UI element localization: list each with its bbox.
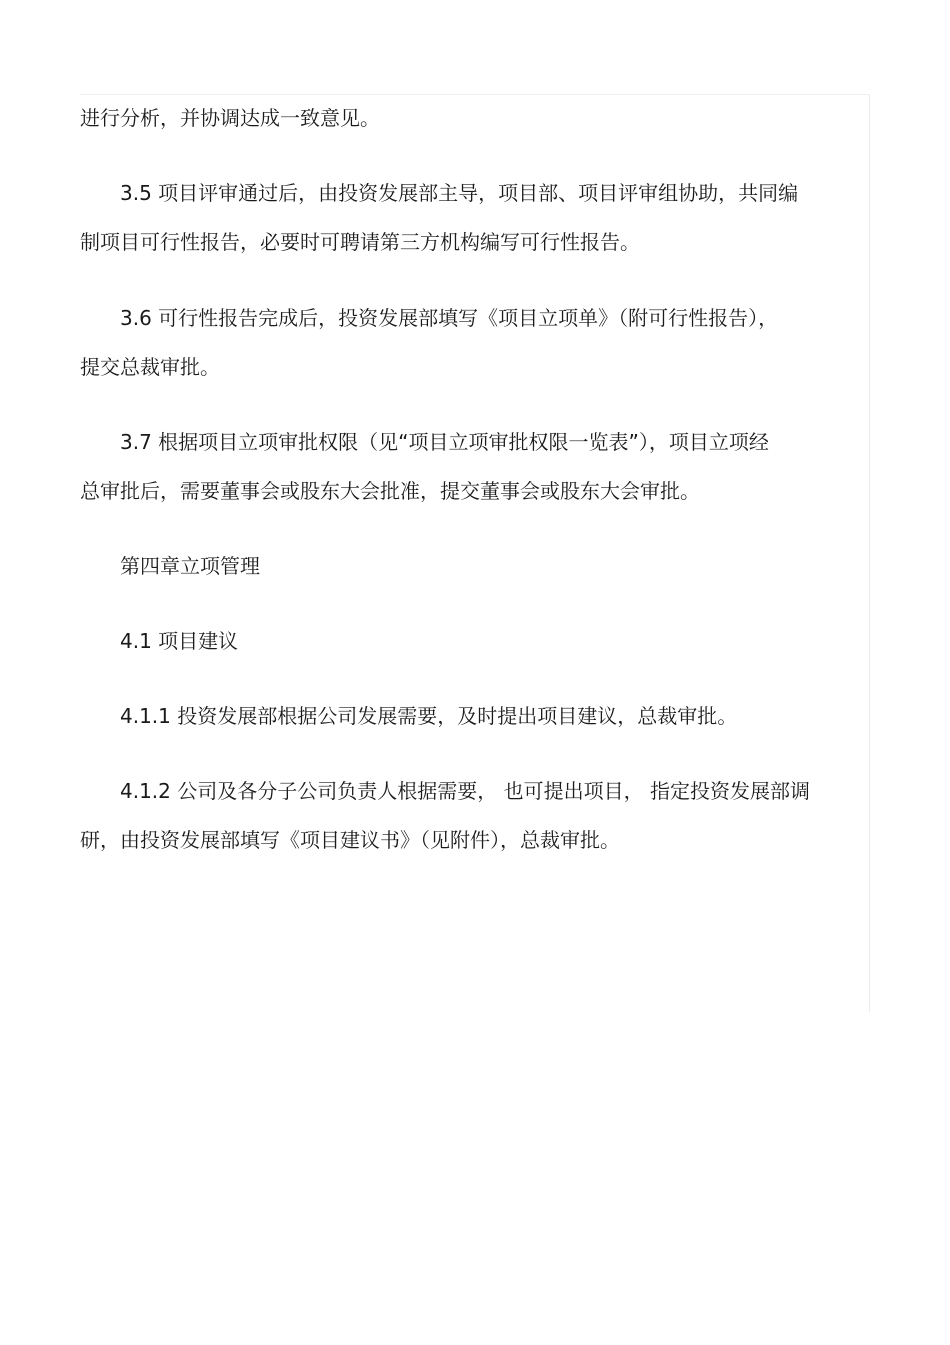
paragraph-line: 3.7 根据项目立项审批权限（见“项目立项审批权限一览表”），项目立项经 [120,430,769,454]
section-heading: 4.1 项目建议 [120,629,239,653]
paragraph-line: 制项目可行性报告，必要时可聘请第三方机构编写可行性报告。 [80,230,640,254]
paragraph-line: 4.1.2 公司及各分子公司负责人根据需要， 也可提出项目， 指定投资发展部调 [120,779,810,803]
chapter-heading: 第四章立项管理 [120,554,260,578]
paragraph-line: 提交总裁审批。 [80,355,220,379]
paragraph-line: 研，由投资发展部填写《项目建议书》（见附件），总裁审批。 [80,828,620,852]
paragraph-line: 总审批后，需要董事会或股东大会批准，提交董事会或股东大会审批。 [80,479,700,503]
paragraph-line: 3.5 项目评审通过后，由投资发展部主导，项目部、项目评审组协助，共同编 [120,181,799,205]
page-border-top [80,94,870,95]
page-border-right [869,94,870,1012]
paragraph-line: 进行分析，并协调达成一致意见。 [80,106,380,130]
paragraph-line: 3.6 可行性报告完成后，投资发展部填写《项目立项单》（附可行性报告）， [120,306,779,330]
paragraph-line: 4.1.1 投资发展部根据公司发展需要，及时提出项目建议，总裁审批。 [120,704,738,728]
